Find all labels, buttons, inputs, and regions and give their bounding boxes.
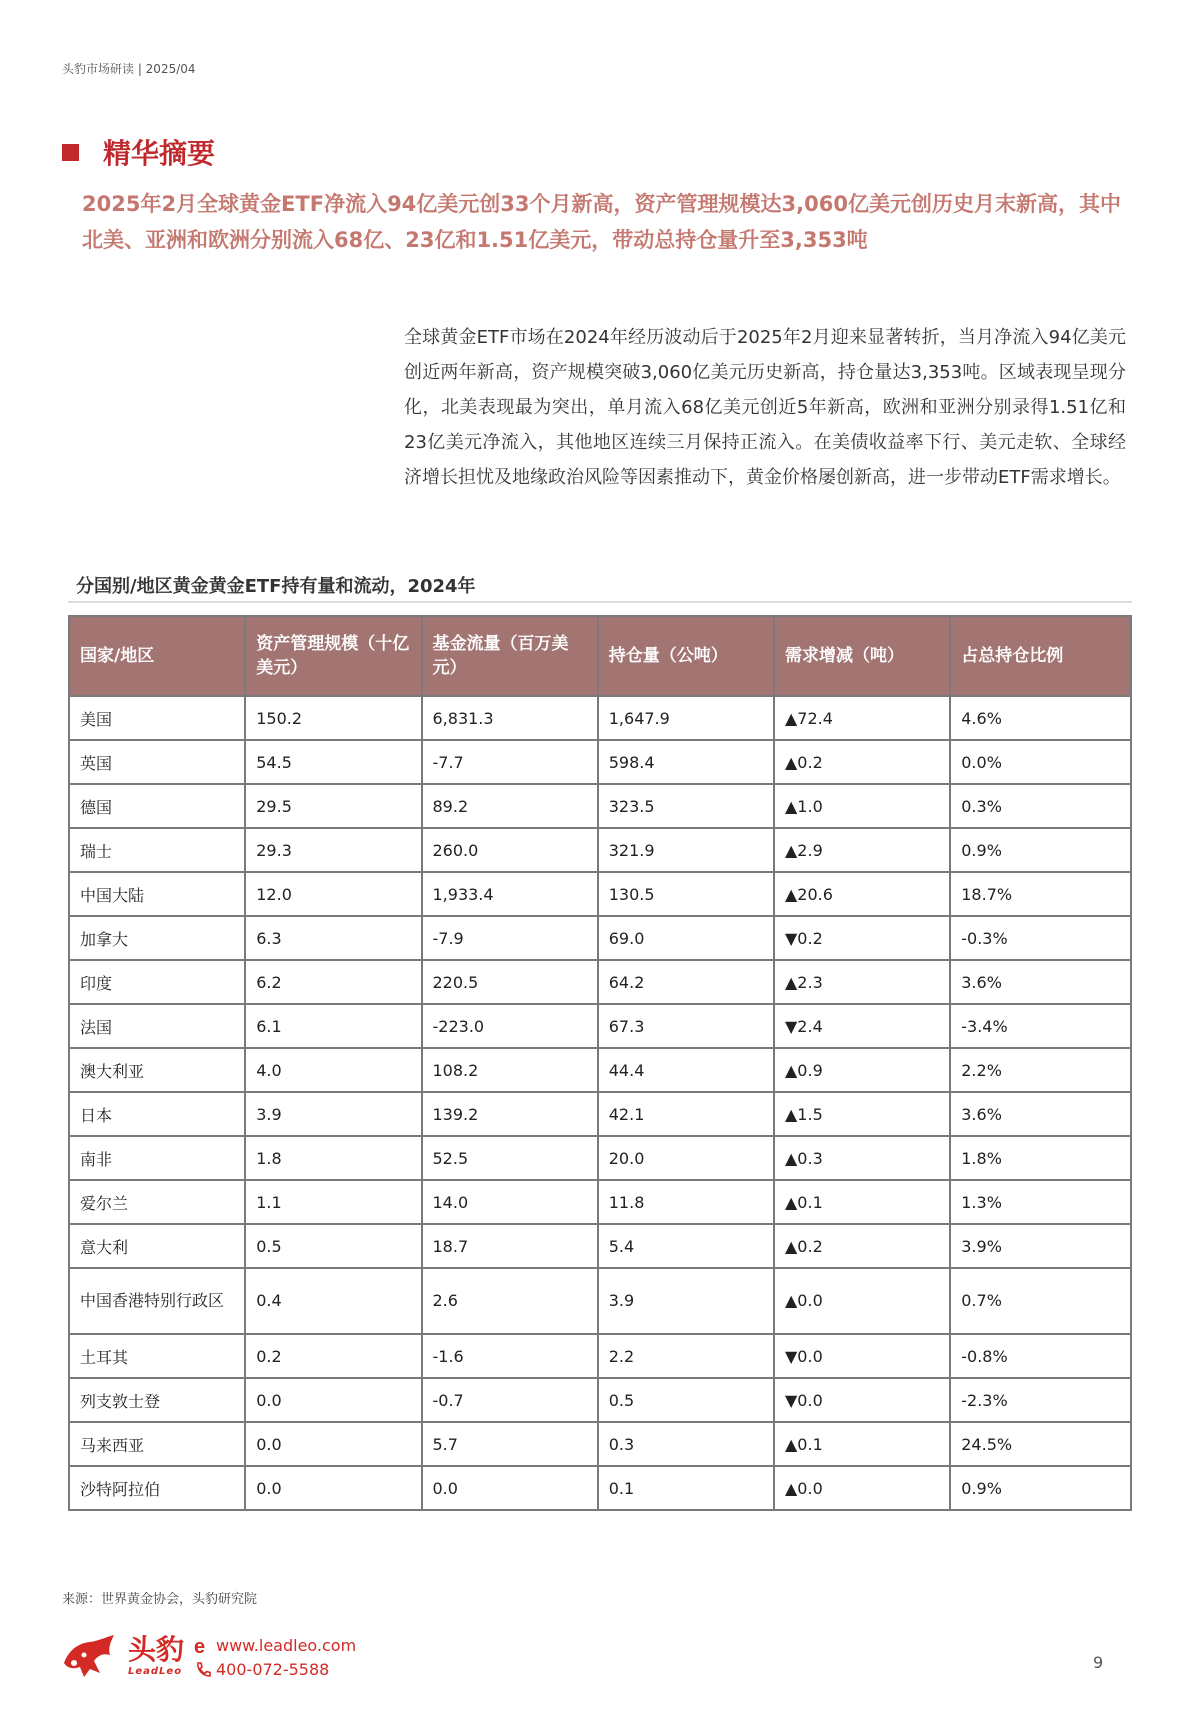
- svg-text:e: e: [194, 1636, 206, 1656]
- cell-share: 18.7%: [950, 872, 1131, 916]
- table-row: [69, 784, 1131, 828]
- cell-fund-flow: -7.7: [422, 740, 598, 784]
- web-icon: [193, 1636, 213, 1656]
- table-row: [69, 1334, 1131, 1378]
- cell-share: -0.8%: [950, 1334, 1131, 1378]
- cell-fund-flow: 5.7: [422, 1422, 598, 1466]
- cell-holdings: 2.2: [598, 1334, 774, 1378]
- cell-aum: 29.3: [245, 828, 421, 872]
- header-demand-change: 需求增减（吨）: [774, 616, 950, 696]
- table-title: 分国别/地区黄金黄金ETF持有量和流动，2024年: [76, 576, 476, 597]
- cell-demand-change: ▼0.0: [774, 1334, 950, 1378]
- cell-aum: 1.8: [245, 1136, 421, 1180]
- cell-holdings: 67.3: [598, 1004, 774, 1048]
- cell-holdings: 20.0: [598, 1136, 774, 1180]
- body-paragraph: 全球黄金ETF市场在2024年经历波动后于2025年2月迎来显著转折，当月净流入94亿美元创近两年新高，资产规模突破3,060亿美元历史新高，持仓量达3,353吨。区域表现呈现分化，北美表现最为突出，单月流入68亿美元创近5年新高，欧洲和亚洲分别录得1.51亿和23亿美元净流入，其他地区连续三月保持正流入。在美债收益率下行、美元走软、全球经济增长担忧及地缘政治风险等因素推动下，黄金价格屡创新高，进一步带动ETF需求增长。: [404, 327, 1126, 488]
- section-title: [62, 132, 215, 172]
- cell-share: 0.0%: [950, 740, 1131, 784]
- cell-demand-change: ▲0.2: [774, 740, 950, 784]
- cell-holdings: 3.9: [598, 1268, 774, 1334]
- cell-country: 加拿大: [69, 916, 245, 960]
- table-row: [69, 1466, 1131, 1510]
- phone-row: [193, 1658, 356, 1682]
- cell-holdings: 11.8: [598, 1180, 774, 1224]
- cell-holdings: 5.4: [598, 1224, 774, 1268]
- cell-aum: 0.5: [245, 1224, 421, 1268]
- cell-fund-flow: 0.0: [422, 1466, 598, 1510]
- cell-demand-change: ▲2.9: [774, 828, 950, 872]
- page-header: 头豹市场研读 | 2025/04: [62, 62, 196, 76]
- cell-fund-flow: 1,933.4: [422, 872, 598, 916]
- cell-holdings: 598.4: [598, 740, 774, 784]
- cell-fund-flow: 89.2: [422, 784, 598, 828]
- cell-fund-flow: 6,831.3: [422, 696, 598, 740]
- cell-country: 马来西亚: [69, 1422, 245, 1466]
- website-link[interactable]: www.leadleo.com: [216, 1636, 357, 1655]
- cell-aum: 4.0: [245, 1048, 421, 1092]
- section-marker-icon: [62, 144, 79, 161]
- cell-holdings: 42.1: [598, 1092, 774, 1136]
- cell-fund-flow: 108.2: [422, 1048, 598, 1092]
- header-fund-flow: 基金流量（百万美元）: [422, 616, 598, 696]
- cell-demand-change: ▼0.0: [774, 1378, 950, 1422]
- cell-demand-change: ▲0.0: [774, 1268, 950, 1334]
- cell-aum: 54.5: [245, 740, 421, 784]
- cell-aum: 0.0: [245, 1378, 421, 1422]
- page-number: 9: [1093, 1653, 1104, 1672]
- table-row: [69, 1378, 1131, 1422]
- brand-name-en: LeadLeo: [128, 1666, 183, 1677]
- header-holdings: 持仓量（公吨）: [598, 616, 774, 696]
- cell-share: 0.7%: [950, 1268, 1131, 1334]
- cell-share: 3.9%: [950, 1224, 1131, 1268]
- cell-aum: 12.0: [245, 872, 421, 916]
- table-row: [69, 1092, 1131, 1136]
- cell-aum: 0.4: [245, 1268, 421, 1334]
- cell-country: 列支敦士登: [69, 1378, 245, 1422]
- cell-holdings: 323.5: [598, 784, 774, 828]
- table-row: [69, 1004, 1131, 1048]
- cell-demand-change: ▲0.2: [774, 1224, 950, 1268]
- cell-aum: 3.9: [245, 1092, 421, 1136]
- cell-demand-change: ▲0.9: [774, 1048, 950, 1092]
- cell-aum: 0.0: [245, 1466, 421, 1510]
- table-row: [69, 740, 1131, 784]
- contact-info: [193, 1634, 356, 1682]
- cell-country: 澳大利亚: [69, 1048, 245, 1092]
- leopard-logo-icon: [60, 1633, 118, 1679]
- table-header-row: [69, 616, 1131, 696]
- cell-fund-flow: 14.0: [422, 1180, 598, 1224]
- cell-demand-change: ▲2.3: [774, 960, 950, 1004]
- cell-demand-change: ▲0.1: [774, 1180, 950, 1224]
- table-row: [69, 1136, 1131, 1180]
- table-row: [69, 960, 1131, 1004]
- cell-holdings: 1,647.9: [598, 696, 774, 740]
- cell-share: 0.9%: [950, 1466, 1131, 1510]
- table-row: [69, 1180, 1131, 1224]
- cell-fund-flow: 2.6: [422, 1268, 598, 1334]
- phone-number: 400-072-5588: [216, 1660, 330, 1679]
- cell-share: 4.6%: [950, 696, 1131, 740]
- table-row: [69, 696, 1131, 740]
- cell-country: 南非: [69, 1136, 245, 1180]
- cell-holdings: 130.5: [598, 872, 774, 916]
- cell-share: -3.4%: [950, 1004, 1131, 1048]
- header-country: 国家/地区: [69, 616, 245, 696]
- cell-fund-flow: -7.9: [422, 916, 598, 960]
- cell-holdings: 0.3: [598, 1422, 774, 1466]
- table-row: [69, 1422, 1131, 1466]
- cell-aum: 0.2: [245, 1334, 421, 1378]
- cell-country: 爱尔兰: [69, 1180, 245, 1224]
- cell-share: 0.9%: [950, 828, 1131, 872]
- summary-text: 2025年2月全球黄金ETF净流入94亿美元创33个月新高，资产管理规模达3,060亿美元创历史月末新高，其中北美、亚洲和欧洲分别流入68亿、23亿和1.51亿美元，带动总持仓量升至3,353吨: [82, 192, 1121, 252]
- cell-country: 印度: [69, 960, 245, 1004]
- table-row: [69, 1224, 1131, 1268]
- cell-aum: 150.2: [245, 696, 421, 740]
- cell-share: -0.3%: [950, 916, 1131, 960]
- cell-country: 中国大陆: [69, 872, 245, 916]
- cell-holdings: 321.9: [598, 828, 774, 872]
- cell-demand-change: ▼0.2: [774, 916, 950, 960]
- header-share: 占总持仓比例: [950, 616, 1131, 696]
- cell-aum: 6.3: [245, 916, 421, 960]
- cell-share: 3.6%: [950, 1092, 1131, 1136]
- cell-aum: 29.5: [245, 784, 421, 828]
- etf-holdings-table: [68, 615, 1132, 1511]
- table-row: [69, 1268, 1131, 1334]
- cell-country: 德国: [69, 784, 245, 828]
- cell-demand-change: ▲72.4: [774, 696, 950, 740]
- cell-share: 1.8%: [950, 1136, 1131, 1180]
- cell-country: 法国: [69, 1004, 245, 1048]
- cell-share: 0.3%: [950, 784, 1131, 828]
- cell-aum: 6.1: [245, 1004, 421, 1048]
- cell-demand-change: ▲0.3: [774, 1136, 950, 1180]
- cell-demand-change: ▲0.1: [774, 1422, 950, 1466]
- cell-country: 沙特阿拉伯: [69, 1466, 245, 1510]
- cell-fund-flow: 220.5: [422, 960, 598, 1004]
- cell-holdings: 44.4: [598, 1048, 774, 1092]
- phone-icon: [193, 1660, 213, 1680]
- table-row: [69, 872, 1131, 916]
- cell-aum: 1.1: [245, 1180, 421, 1224]
- table-row: [69, 1048, 1131, 1092]
- cell-aum: 6.2: [245, 960, 421, 1004]
- table-row: [69, 828, 1131, 872]
- cell-demand-change: ▼2.4: [774, 1004, 950, 1048]
- cell-share: 3.6%: [950, 960, 1131, 1004]
- cell-aum: 0.0: [245, 1422, 421, 1466]
- cell-country: 英国: [69, 740, 245, 784]
- source-note: 来源：世界黄金协会，头豹研究院: [62, 1592, 258, 1607]
- website-row: [193, 1634, 356, 1658]
- table-row: [69, 916, 1131, 960]
- cell-fund-flow: 139.2: [422, 1092, 598, 1136]
- cell-demand-change: ▲0.0: [774, 1466, 950, 1510]
- cell-fund-flow: 18.7: [422, 1224, 598, 1268]
- cell-country: 日本: [69, 1092, 245, 1136]
- cell-country: 美国: [69, 696, 245, 740]
- cell-fund-flow: -1.6: [422, 1334, 598, 1378]
- cell-demand-change: ▲1.0: [774, 784, 950, 828]
- cell-demand-change: ▲1.5: [774, 1092, 950, 1136]
- cell-holdings: 64.2: [598, 960, 774, 1004]
- cell-holdings: 0.5: [598, 1378, 774, 1422]
- cell-country: 瑞士: [69, 828, 245, 872]
- cell-fund-flow: -0.7: [422, 1378, 598, 1422]
- section-title-text: 精华摘要: [103, 137, 216, 170]
- cell-fund-flow: 52.5: [422, 1136, 598, 1180]
- cell-holdings: 69.0: [598, 916, 774, 960]
- cell-holdings: 0.1: [598, 1466, 774, 1510]
- cell-country: 意大利: [69, 1224, 245, 1268]
- header-aum: 资产管理规模（十亿美元）: [245, 616, 421, 696]
- table-title-divider: [68, 601, 1132, 603]
- cell-share: 24.5%: [950, 1422, 1131, 1466]
- cell-fund-flow: -223.0: [422, 1004, 598, 1048]
- cell-demand-change: ▲20.6: [774, 872, 950, 916]
- cell-share: 1.3%: [950, 1180, 1131, 1224]
- cell-country: 土耳其: [69, 1334, 245, 1378]
- cell-fund-flow: 260.0: [422, 828, 598, 872]
- cell-share: 2.2%: [950, 1048, 1131, 1092]
- cell-country: 中国香港特别行政区: [69, 1268, 245, 1334]
- cell-share: -2.3%: [950, 1378, 1131, 1422]
- brand-name-cn: 头豹: [128, 1633, 185, 1666]
